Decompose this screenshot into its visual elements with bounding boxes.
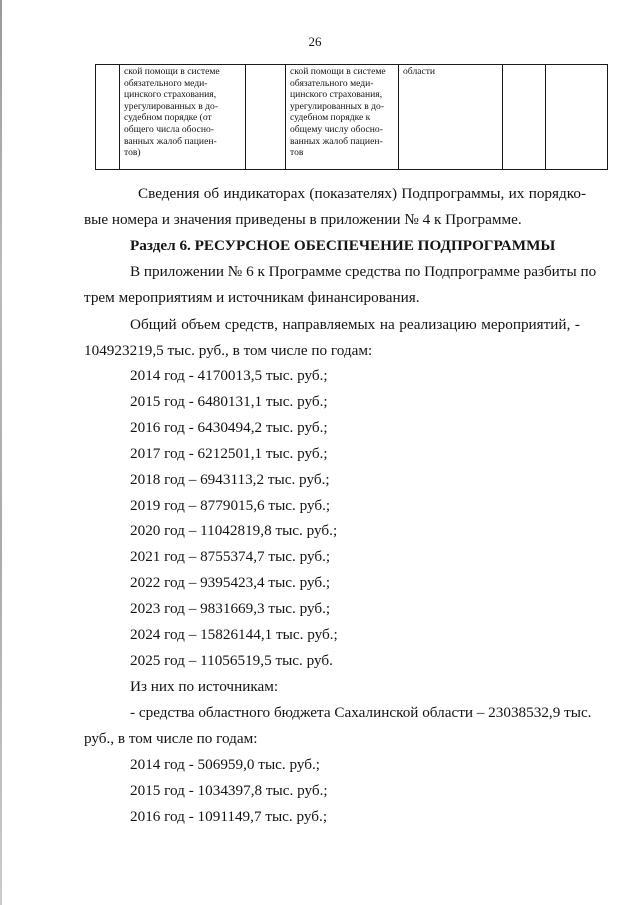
cell-line: ской помощи в системе [124, 66, 220, 77]
appendix-paragraph-line2: трем мероприятиям и источникам финансирования. [84, 289, 420, 306]
year-line: 2016 год - 1091149,7 тыс. руб.; [130, 808, 328, 825]
cell-line: ванных жалоб пациен- [290, 135, 383, 147]
appendix-paragraph-line1: В приложении № 6 к Программе средства по Подпрограмме разбиты по [130, 263, 597, 280]
year-line: 2024 год – 15826144,1 тыс. руб.; [130, 626, 338, 643]
year-line: 2017 год - 6212501,1 тыс. руб.; [130, 445, 328, 462]
table-cell-unit [246, 65, 286, 170]
cell-line: ванных жалоб пациен- [124, 135, 217, 147]
table-cell-empty [503, 65, 546, 170]
regional-paragraph-line1: - средства областного бюджета Сахалинской области – 23038532,9 тыс. [130, 704, 592, 721]
year-line: 2015 год - 6480131,1 тыс. руб.; [130, 393, 328, 410]
regional-paragraph-line2: руб., в том числе по годам: [84, 730, 258, 747]
year-line: 2022 год – 9395423,4 тыс. руб.; [130, 574, 331, 591]
year-line: 2025 год – 11056519,5 тыс. руб. [130, 652, 333, 669]
year-line: 2020 год – 11042819,8 тыс. руб.; [130, 522, 338, 539]
cell-line: судебном порядке (от [124, 112, 212, 124]
cell-line: тов) [124, 147, 141, 159]
table-cell-empty [546, 65, 608, 170]
year-line: 2021 год – 8755374,7 тыс. руб.; [130, 548, 331, 565]
cell-line: урегулированных в до- [290, 100, 385, 112]
scan-edge [0, 0, 2, 905]
year-line: 2016 год - 6430494,2 тыс. руб.; [130, 419, 328, 436]
year-line: 2023 год – 9831669,3 тыс. руб.; [130, 600, 331, 617]
year-line: 2019 год – 8779015,6 тыс. руб.; [130, 497, 331, 514]
year-line: 2018 год – 6943113,2 тыс. руб.; [130, 471, 330, 488]
continuation-table [95, 64, 608, 170]
cell-line: обязательного меди- [290, 77, 374, 89]
total-paragraph-line2: 104923219,5 тыс. руб., в том числе по годам: [84, 342, 373, 359]
page-number: 26 [308, 34, 322, 49]
table-cell-source [399, 65, 503, 170]
cell-line: тов [290, 147, 304, 159]
table-cell-method [286, 65, 399, 170]
sources-intro: Из них по источникам: [130, 678, 279, 695]
cell-line: судебном порядке к [290, 112, 371, 124]
total-paragraph-line1: Общий объем средств, направляемых на реализацию мероприятий, - [130, 316, 580, 333]
cell-line: обязательного меди- [124, 77, 208, 89]
year-line: 2014 год - 506959,0 тыс. руб.; [130, 756, 321, 773]
section-heading: Раздел 6. РЕСУРСНОЕ ОБЕСПЕЧЕНИЕ ПОДПРОГРАММЫ [130, 237, 556, 254]
indicators-paragraph-line2: вые номера и значения приведены в приложении № 4 к Программе. [84, 211, 522, 228]
year-line: 2014 год - 4170013,5 тыс. руб.; [130, 367, 328, 384]
cell-line: урегулированных в до- [124, 100, 219, 112]
cell-line: цинского страхования, [124, 89, 217, 101]
cell-line: общего числа обосно- [124, 123, 214, 135]
cell-line: общему числу обосно- [290, 123, 383, 135]
table-row [96, 65, 608, 170]
indicators-paragraph-line1: Сведения об индикаторах (показателях) Подпрограммы, их порядко- [138, 185, 586, 202]
cell-line: цинского страхования, [290, 89, 383, 101]
year-line: 2015 год - 1034397,8 тыс. руб.; [130, 782, 328, 799]
table-cell-number [96, 65, 120, 170]
cell-line: области [403, 66, 436, 77]
cell-line: ской помощи в системе [290, 66, 386, 77]
table-cell-indicator-name [120, 65, 246, 170]
